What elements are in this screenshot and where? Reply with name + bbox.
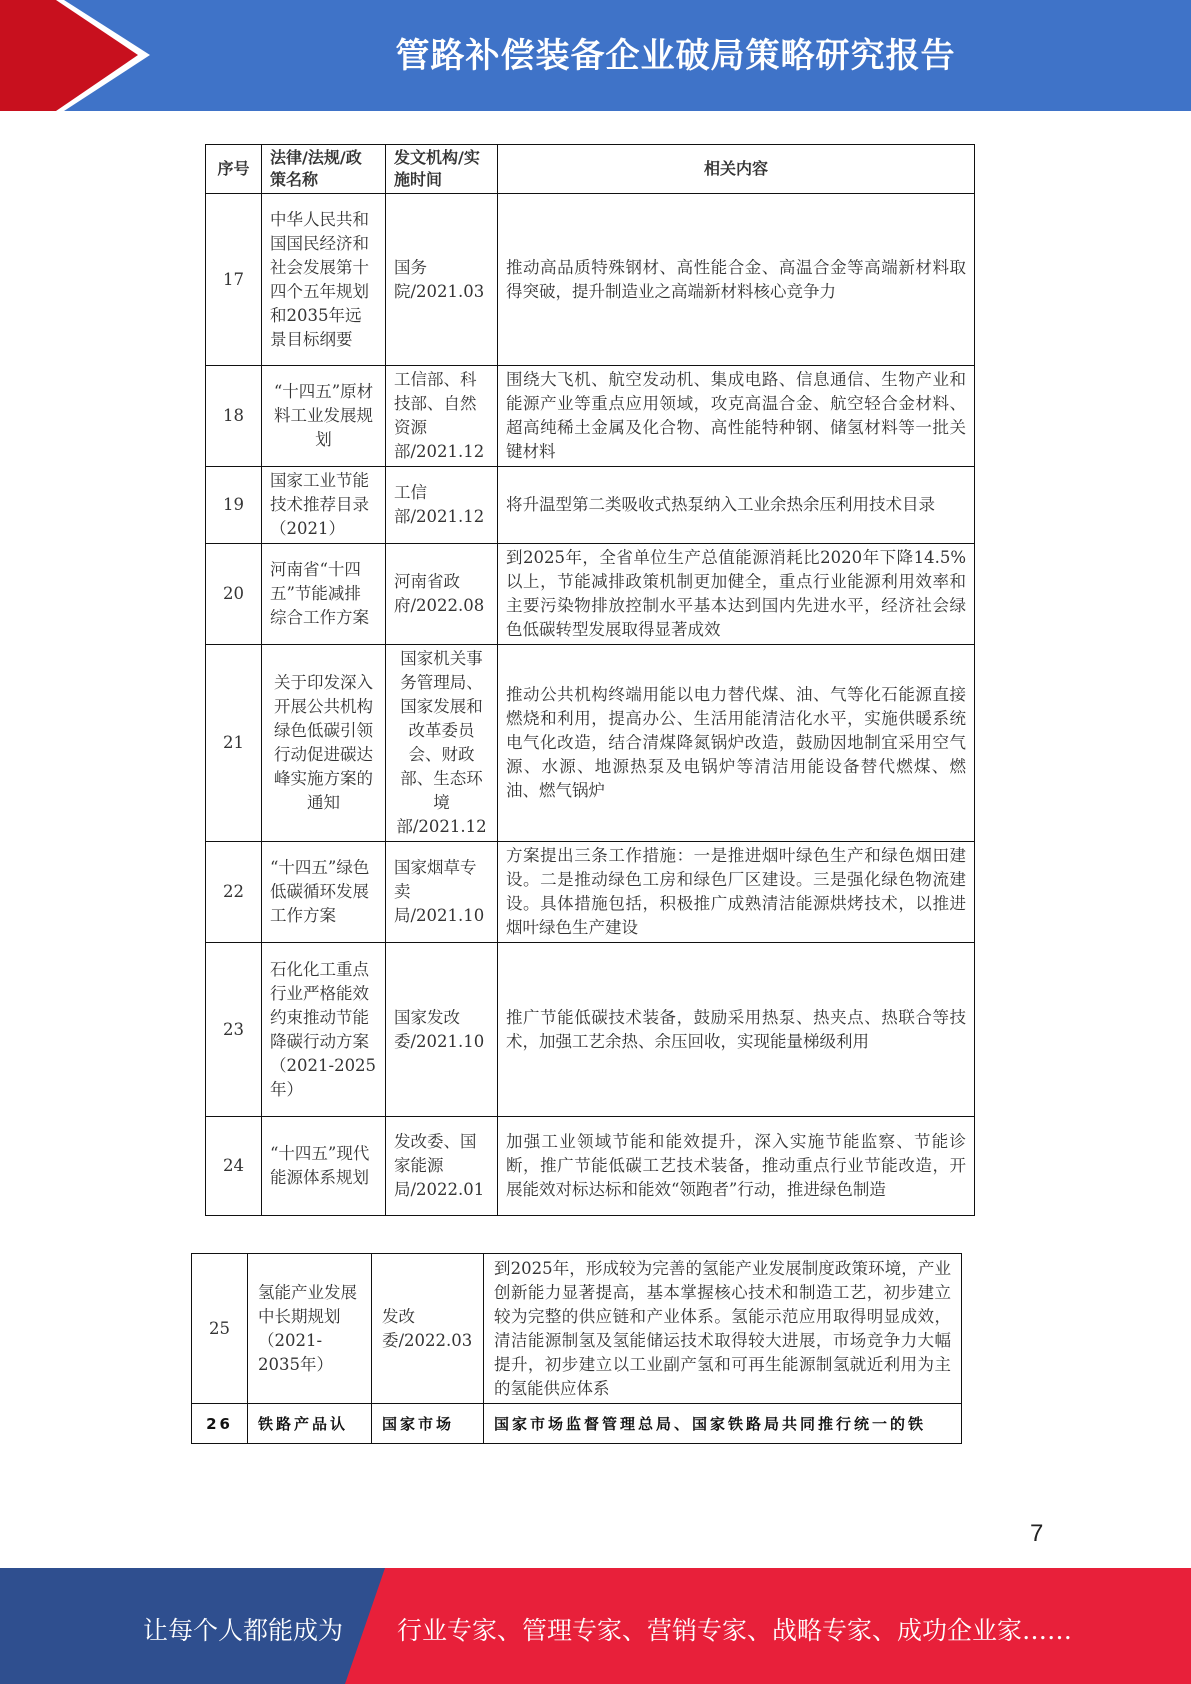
page-number: 7 — [1030, 1520, 1044, 1547]
row-org: 发改委、国家能源局/2022.01 — [386, 1117, 498, 1216]
row-name: 铁路产品认 — [248, 1404, 372, 1444]
table-row — [192, 1404, 962, 1444]
row-name: 国家工业节能技术推荐目录（2021） — [262, 467, 386, 544]
header-no: 序号 — [206, 145, 262, 194]
table-row — [206, 366, 975, 467]
row-no: 23 — [206, 943, 262, 1117]
row-org: 国家市场 — [372, 1404, 484, 1444]
header-content: 相关内容 — [498, 145, 975, 194]
row-org: 国务院/2021.03 — [386, 194, 498, 366]
row-name: “十四五”现代能源体系规划 — [262, 1117, 386, 1216]
row-org: 国家机关事务管理局、国家发展和改革委员会、财政部、生态环境部/2021.12 — [386, 645, 498, 842]
row-name: “十四五”原材料工业发展规划 — [262, 366, 386, 467]
row-no: 24 — [206, 1117, 262, 1216]
report-title: 管路补偿装备企业破局策略研究报告 — [395, 36, 956, 76]
row-content: 到2025年，全省单位生产总值能源消耗比2020年下降14.5%以上，节能减排政策机制更加健全，重点行业能源利用效率和主要污染物排放控制水平基本达到国内先进水平，经济社会绿色低碳转型发展取得显著成效 — [498, 544, 975, 645]
footer-slogan-left: 让每个人都能成为 — [143, 1616, 344, 1645]
table-row — [206, 1117, 975, 1216]
policy-table — [205, 144, 975, 1216]
row-org: 发改委/2022.03 — [372, 1254, 484, 1404]
row-content: 推广节能低碳技术装备，鼓励采用热泵、热夹点、热联合等技术，加强工艺余热、余压回收，实现能量梯级利用 — [498, 943, 975, 1117]
row-no: 26 — [192, 1404, 248, 1444]
row-content: 到2025年，形成较为完善的氢能产业发展制度政策环境，产业创新能力显著提高，基本掌握核心技术和制造工艺，初步建立较为完整的供应链和产业体系。氢能示范应用取得明显成效，清洁能源制氢及氢能储运技术取得较大进展，市场竞争力大幅提升，初步建立以工业副产氢和可再生能源制氢就近利用为主的氢能供应体系 — [484, 1254, 962, 1404]
row-content: 国家市场监督管理总局、国家铁路局共同推行统一的铁 — [484, 1404, 962, 1444]
row-name: 河南省“十四五”节能减排综合工作方案 — [262, 544, 386, 645]
table-row — [206, 645, 975, 842]
table-row — [206, 544, 975, 645]
row-org: 河南省政府/2022.08 — [386, 544, 498, 645]
row-content: 方案提出三条工作措施：一是推进烟叶绿色生产和绿色烟田建设。二是推动绿色工房和绿色厂区建设。三是强化绿色物流建设。具体措施包括，积极推广成熟清洁能源烘烤技术，以推进烟叶绿色生产建设 — [498, 842, 975, 943]
row-no: 18 — [206, 366, 262, 467]
table-header-row — [206, 145, 975, 194]
table-row — [206, 842, 975, 943]
table-row — [206, 467, 975, 544]
row-content: 推动高品质特殊钢材、高性能合金、高温合金等高端新材料取得突破，提升制造业之高端新材料核心竞争力 — [498, 194, 975, 366]
table-row — [192, 1254, 962, 1404]
row-org: 工信部、科技部、自然资源部/2021.12 — [386, 366, 498, 467]
row-name: 关于印发深入开展公共机构绿色低碳引领行动促进碳达峰实施方案的通知 — [262, 645, 386, 842]
header-name: 法律/法规/政策名称 — [262, 145, 386, 194]
row-org: 国家烟草专卖局/2021.10 — [386, 842, 498, 943]
row-content: 加强工业领域节能和能效提升，深入实施节能监察、节能诊断，推广节能低碳工艺技术装备，推动重点行业节能改造，开展能效对标达标和能效“领跑者”行动，推进绿色制造 — [498, 1117, 975, 1216]
row-name: 石化化工重点行业严格能效约束推动节能降碳行动方案（2021-2025年） — [262, 943, 386, 1117]
row-no: 21 — [206, 645, 262, 842]
row-no: 22 — [206, 842, 262, 943]
row-name: 中华人民共和国国民经济和社会发展第十四个五年规划和2035年远景目标纲要 — [262, 194, 386, 366]
row-no: 17 — [206, 194, 262, 366]
row-org: 工信部/2021.12 — [386, 467, 498, 544]
row-name: “十四五”绿色低碳循环发展工作方案 — [262, 842, 386, 943]
row-no: 25 — [192, 1254, 248, 1404]
row-content: 推动公共机构终端用能以电力替代煤、油、气等化石能源直接燃烧和利用，提高办公、生活用能清洁化水平，实施供暖系统电气化改造，结合清煤降氮锅炉改造，鼓励因地制宜采用空气源、水源、地源热泵及电锅炉等清洁用能设备替代燃煤、燃油、燃气锅炉 — [498, 645, 975, 842]
footer-slogan-right: 行业专家、管理专家、营销专家、战略专家、成功企业家…… — [397, 1616, 1073, 1645]
row-org: 国家发改委/2021.10 — [386, 943, 498, 1117]
table-row — [206, 194, 975, 366]
page-footer — [0, 1568, 1191, 1684]
row-content: 将升温型第二类吸收式热泵纳入工业余热余压利用技术目录 — [498, 467, 975, 544]
policy-table-continued — [191, 1253, 962, 1444]
row-content: 围绕大飞机、航空发动机、集成电路、信息通信、生物产业和能源产业等重点应用领域，攻克高温合金、航空轻合金材料、超高纯稀土金属及化合物、高性能特种钢、储氢材料等一批关键材料 — [498, 366, 975, 467]
header-org: 发文机构/实施时间 — [386, 145, 498, 194]
row-no: 20 — [206, 544, 262, 645]
row-no: 19 — [206, 467, 262, 544]
table-row — [206, 943, 975, 1117]
page-header — [0, 0, 1191, 111]
row-name: 氢能产业发展中长期规划（2021-2035年） — [248, 1254, 372, 1404]
